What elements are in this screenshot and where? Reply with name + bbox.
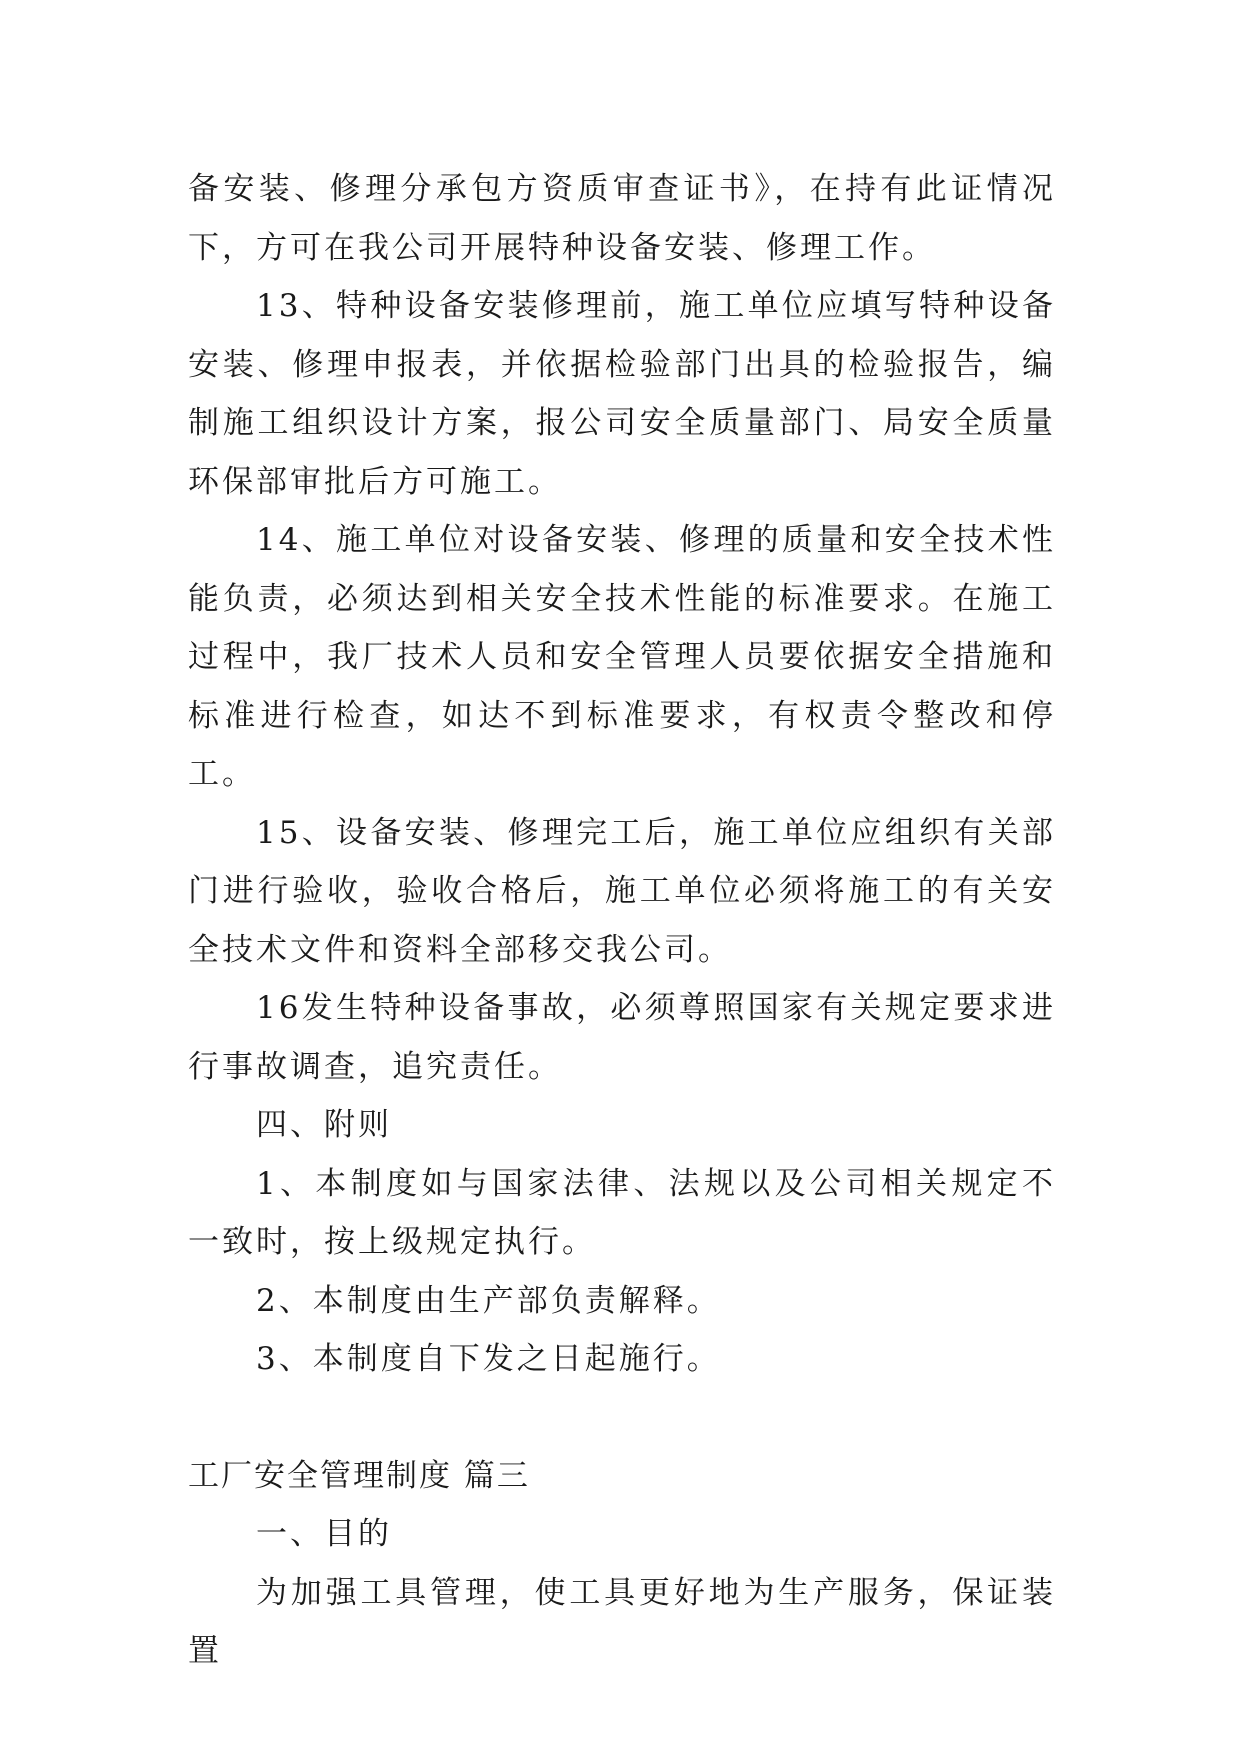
paragraph-9: 为加强工具管理，使工具更好地为生产服务，保证装置 — [188, 1574, 1056, 1669]
paragraph-7: 2、本制度由生产部负责解释。 — [256, 1282, 721, 1319]
paragraph-3: 14、施工单位对设备安装、修理的质量和安全技术性能负责，必须达到相关安全技术性能的标准要求。在施工过程中，我厂技术人员和安全管理人员要依据安全措施和标准进行检查，如达不到标准要求，有权责令整改和停工。 — [188, 522, 1056, 792]
section-title: 工厂安全管理制度 篇三 — [188, 1457, 530, 1494]
paragraph-4: 15、设备安装、修理完工后，施工单位应组织有关部门进行验收，验收合格后，施工单位必须将施工的有关安全技术文件和资料全部移交我公司。 — [188, 814, 1056, 968]
section-heading-appendix: 四、附则 — [256, 1107, 392, 1143]
paragraph-6: 1、本制度如与国家法律、法规以及公司相关规定不一致时，按上级规定执行。 — [188, 1165, 1056, 1260]
paragraph-8: 3、本制度自下发之日起施行。 — [256, 1341, 721, 1377]
paragraph-5: 16发生特种设备事故，必须尊照国家有关规定要求进行事故调查，追究责任。 — [188, 990, 1056, 1085]
section-spacer — [188, 1389, 1056, 1447]
document-body — [188, 160, 1056, 1681]
subheading-purpose: 一、目的 — [256, 1516, 392, 1552]
paragraph-1: 备安装、修理分承包方资质审查证书》，在持有此证情况下，方可在我公司开展特种设备安装、修理工作。 — [188, 171, 1056, 266]
paragraph-2: 13、特种设备安装修理前，施工单位应填写特种设备安装、修理申报表，并依据检验部门出具的检验报告，编制施工组织设计方案，报公司安全质量部门、局安全质量环保部审批后方可施工。 — [188, 288, 1056, 500]
